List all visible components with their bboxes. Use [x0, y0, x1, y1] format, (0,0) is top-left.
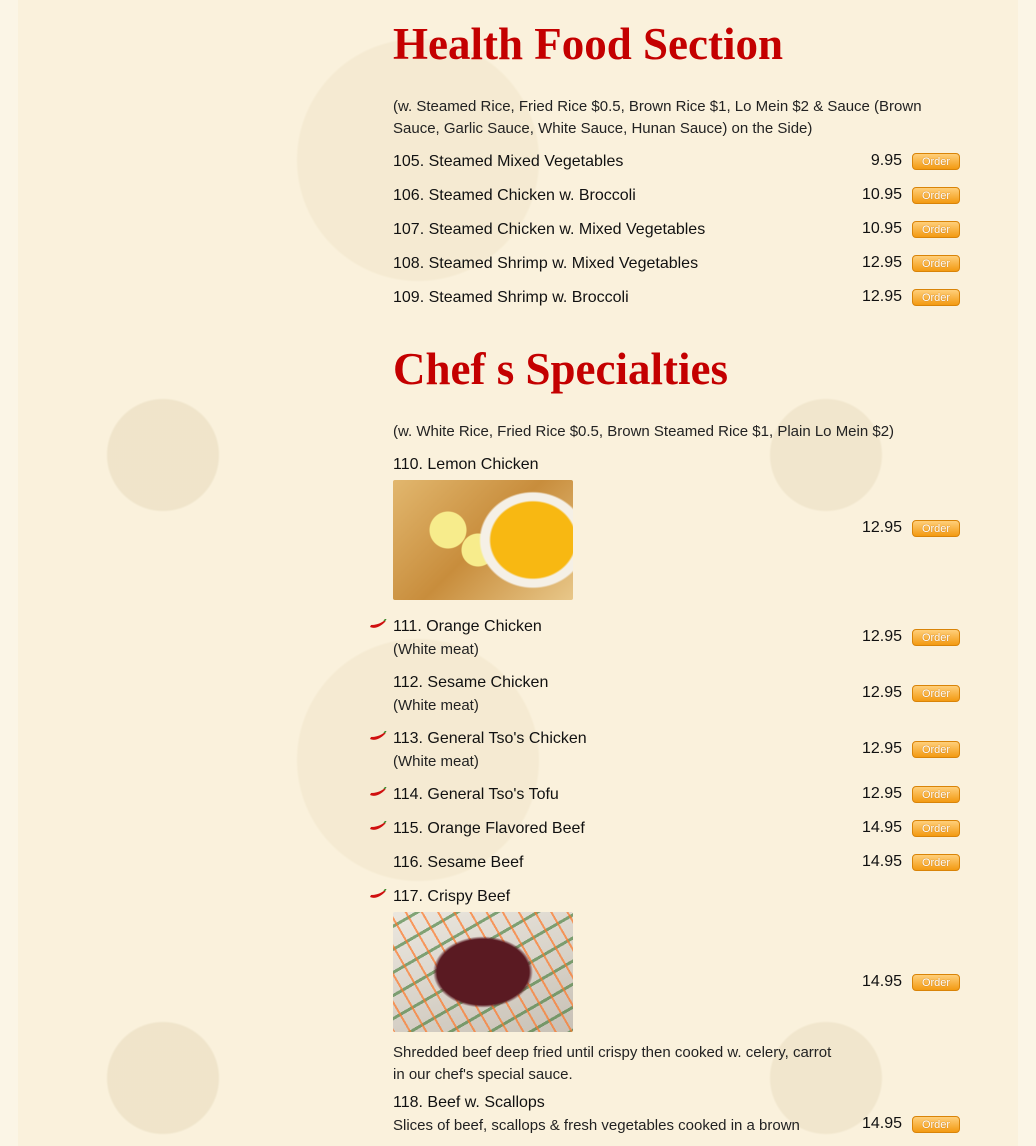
chili-pepper-icon — [369, 889, 387, 901]
menu-item — [393, 887, 968, 1086]
left-margin — [0, 0, 18, 1146]
order-button[interactable]: Order — [912, 820, 960, 837]
item-name: 113. General Tso's Chicken — [393, 730, 587, 747]
order-button[interactable]: Order — [912, 187, 960, 204]
item-name: 106. Steamed Chicken w. Broccoli — [393, 187, 636, 204]
item-name: 107. Steamed Chicken w. Mixed Vegetables — [393, 221, 706, 238]
item-price: 12.95 — [861, 288, 902, 305]
item-subtitle: (White meat) — [393, 697, 479, 714]
section-note-health: (w. Steamed Rice, Fried Rice $0.5, Brown Rice $1, Lo Mein $2 & Sauce (Brown Sauce, Garlic Sauce, White Sauce, Hunan Sauce) on the Side) — [393, 98, 922, 137]
item-price: 14.95 — [861, 973, 902, 990]
item-subtitle: (White meat) — [393, 753, 479, 770]
order-button[interactable]: Order — [912, 629, 960, 646]
menu-item — [393, 673, 968, 716]
order-button[interactable]: Order — [912, 289, 960, 306]
order-button[interactable]: Order — [912, 153, 960, 170]
menu-item — [393, 220, 968, 240]
item-name: 108. Steamed Shrimp w. Mixed Vegetables — [393, 255, 699, 272]
item-price: 14.95 — [861, 819, 902, 836]
item-price: 12.95 — [861, 740, 902, 757]
item-name: 115. Orange Flavored Beef — [393, 820, 585, 837]
menu-item — [393, 853, 968, 873]
order-button[interactable]: Order — [912, 520, 960, 537]
order-button[interactable]: Order — [912, 255, 960, 272]
chili-pepper-icon — [369, 821, 387, 833]
order-button[interactable]: Order — [912, 974, 960, 991]
menu-item — [393, 1093, 968, 1137]
item-price: 12.95 — [861, 254, 902, 271]
order-button[interactable]: Order — [912, 221, 960, 238]
item-name: 118. Beef w. Scallops — [393, 1094, 545, 1111]
crispy-beef-photo — [393, 912, 573, 1032]
menu-item — [393, 254, 968, 274]
item-name: 117. Crispy Beef — [393, 888, 511, 905]
section-title-health: Health Food Section — [393, 19, 783, 69]
item-price: 12.95 — [861, 785, 902, 802]
menu-item — [393, 455, 968, 601]
item-price: 12.95 — [861, 684, 902, 701]
item-name: 116. Sesame Beef — [393, 854, 524, 871]
item-name: 111. Orange Chicken — [393, 618, 542, 635]
item-name: 112. Sesame Chicken — [393, 674, 549, 691]
menu-item — [393, 152, 968, 172]
order-button[interactable]: Order — [912, 685, 960, 702]
item-price: 12.95 — [861, 519, 902, 536]
chili-pepper-icon — [369, 787, 387, 799]
item-price: 14.95 — [861, 853, 902, 870]
right-margin — [1018, 0, 1036, 1146]
item-name: 105. Steamed Mixed Vegetables — [393, 153, 624, 170]
menu-item — [393, 729, 968, 772]
chili-pepper-icon — [369, 731, 387, 743]
section-title-chef: Chef s Specialties — [393, 344, 728, 394]
item-subtitle: (White meat) — [393, 641, 479, 658]
menu-item — [393, 288, 968, 308]
menu-item — [393, 617, 968, 660]
item-description: Slices of beef, scallops & fresh vegetables cooked in a brown — [393, 1117, 800, 1134]
chili-pepper-icon — [369, 619, 387, 631]
item-price: 9.95 — [870, 152, 902, 169]
item-name: 109. Steamed Shrimp w. Broccoli — [393, 289, 629, 306]
lemon-chicken-photo — [393, 480, 573, 600]
item-price: 10.95 — [861, 220, 902, 237]
section-note-chef: (w. White Rice, Fried Rice $0.5, Brown Steamed Rice $1, Plain Lo Mein $2) — [393, 423, 895, 440]
item-name: 110. Lemon Chicken — [393, 456, 539, 473]
order-button[interactable]: Order — [912, 741, 960, 758]
order-button[interactable]: Order — [912, 854, 960, 871]
item-price: 12.95 — [861, 628, 902, 645]
order-button[interactable]: Order — [912, 786, 960, 803]
menu-item — [393, 186, 968, 206]
order-button[interactable]: Order — [912, 1116, 960, 1133]
item-description: Shredded beef deep fried until crispy then cooked w. celery, carrot in our chef's special sauce. — [393, 1044, 832, 1083]
item-name: 114. General Tso's Tofu — [393, 786, 559, 803]
menu-item — [393, 819, 968, 839]
menu-item — [393, 785, 968, 805]
item-price: 14.95 — [861, 1115, 902, 1132]
item-price: 10.95 — [861, 186, 902, 203]
